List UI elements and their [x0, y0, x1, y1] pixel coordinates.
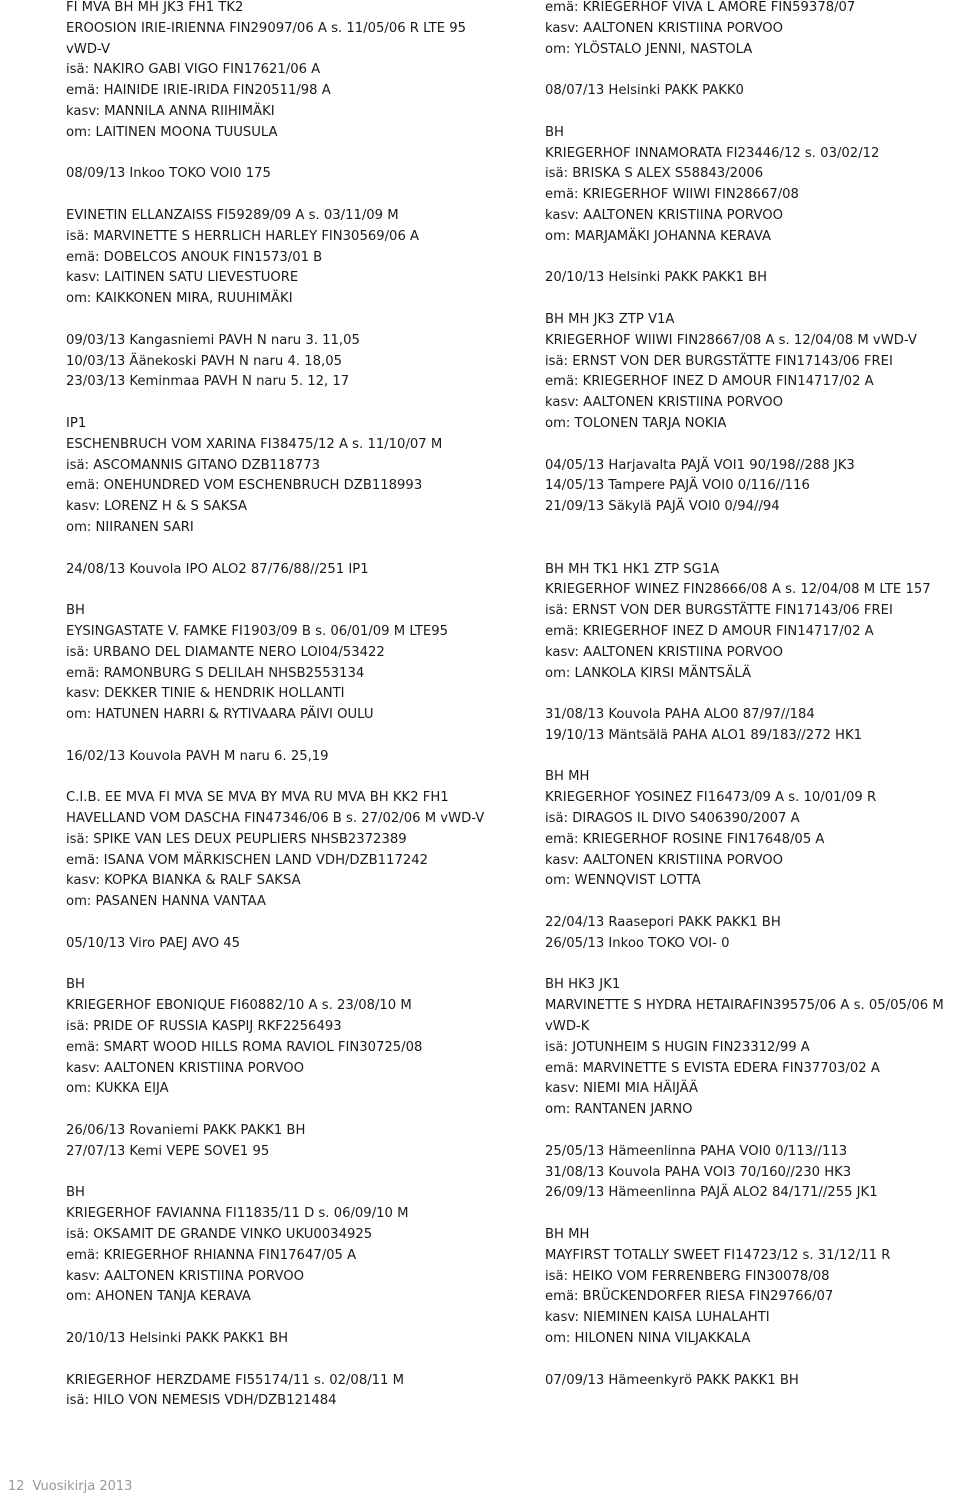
text-line: HAVELLAND VOM DASCHA FIN47346/06 B s. 27/02/06 M vWD-V	[66, 811, 485, 827]
text-line: MARVINETTE S HYDRA HETAIRAFIN39575/06 A s. 05/05/06 M	[545, 998, 944, 1014]
text-line: 24/08/13 Kouvola IPO ALO2 87/76/88//251 IP1	[66, 561, 369, 577]
text-line: isä: HEIKO VOM FERRENBERG FIN30078/08	[545, 1268, 830, 1284]
text-line: isä: SPIKE VAN LES DEUX PEUPLIERS NHSB2372389	[66, 831, 407, 847]
text-line: emä: SMART WOOD HILLS ROMA RAVIOL FIN30725/08	[66, 1039, 423, 1055]
text-line: kasv: AALTONEN KRISTIINA PORVOO	[545, 395, 784, 411]
text-line: isä: JOTUNHEIM S HUGIN FIN23312/99 A	[545, 1039, 810, 1055]
blank-line	[66, 1308, 536, 1329]
text-line: kasv: AALTONEN KRISTIINA PORVOO	[545, 644, 784, 660]
blank-line	[545, 60, 960, 81]
blank-line	[66, 726, 536, 747]
blank-line	[545, 102, 960, 123]
text-line: KRIEGERHOF EBONIQUE FI60882/10 A s. 23/08/10 M	[66, 998, 412, 1014]
blank-line	[545, 289, 960, 310]
text-line: 10/03/13 Äänekoski PAVH N naru 4. 18,05	[66, 353, 343, 369]
text-line: kasv: MANNILA ANNA RIIHIMÄKI	[66, 103, 275, 119]
blank-line	[545, 955, 960, 976]
text-line: om: TOLONEN TARJA NOKIA	[545, 415, 727, 431]
blank-line	[66, 767, 536, 788]
blank-line	[66, 185, 536, 206]
text-line: emä: ONEHUNDRED VOM ESCHENBRUCH DZB118993	[66, 478, 423, 494]
text-line: EROOSION IRIE-IRIENNA FIN29097/06 A s. 11/05/06 R LTE 95	[66, 20, 467, 36]
blank-line	[545, 1204, 960, 1225]
text-line: kasv: AALTONEN KRISTIINA PORVOO	[545, 207, 784, 223]
text-line: kasv: AALTONEN KRISTIINA PORVOO	[545, 852, 784, 868]
text-line: om: LANKOLA KIRSI MÄNTSÄLÄ	[545, 665, 752, 681]
text-line: BH MH JK3 ZTP V1A	[545, 311, 675, 327]
text-line: om: HATUNEN HARRI & RYTIVAARA PÄIVI OULU	[66, 707, 374, 723]
text-line: om: AHONEN TANJA KERAVA	[66, 1289, 251, 1305]
text-line: 09/03/13 Kangasniemi PAVH N naru 3. 11,05	[66, 332, 360, 348]
text-line: emä: MARVINETTE S EVISTA EDERA FIN37703/02 A	[545, 1060, 880, 1076]
text-line: isä: NAKIRO GABI VIGO FIN17621/06 A	[66, 62, 321, 78]
text-line: 31/08/13 Kouvola PAHA VOI3 70/160//230 HK3	[545, 1164, 852, 1180]
blank-line	[66, 913, 536, 934]
blank-line	[66, 1100, 536, 1121]
text-line: 25/05/13 Hämeenlinna PAHA VOI0 0/113//113	[545, 1143, 848, 1159]
yearbook-title: Vuosikirja 2013	[32, 1479, 133, 1494]
text-line: BH MH	[545, 1227, 590, 1243]
text-line: emä: BRÜCKENDORFER RIESA FIN29766/07	[545, 1289, 834, 1305]
blank-line	[66, 1350, 536, 1371]
text-line: kasv: LORENZ H & S SAKSA	[66, 499, 247, 515]
text-line: kasv: AALTONEN KRISTIINA PORVOO	[66, 1268, 305, 1284]
text-line: isä: ASCOMANNIS GITANO DZB118773	[66, 457, 320, 473]
text-line: isä: URBANO DEL DIAMANTE NERO LOI04/53422	[66, 644, 385, 660]
blank-line	[66, 1163, 536, 1184]
text-line: 26/05/13 Inkoo TOKO VOI- 0	[545, 935, 730, 951]
text-line: KRIEGERHOF YOSINEZ FI16473/09 A s. 10/01/09 R	[545, 790, 877, 806]
text-line: isä: DIRAGOS IL DIVO S406390/2007 A	[545, 811, 800, 827]
text-line: BH	[545, 124, 564, 140]
blank-line	[66, 580, 536, 601]
text-line: om: WENNQVIST LOTTA	[545, 873, 701, 889]
text-line: IP1	[66, 415, 87, 431]
blank-line	[66, 955, 536, 976]
text-line: om: YLÖSTALO JENNI, NASTOLA	[545, 41, 753, 57]
text-line: kasv: DEKKER TINIE & HENDRIK HOLLANTI	[66, 686, 345, 702]
text-line: vWD-V	[66, 41, 111, 57]
text-line: EYSINGASTATE V. FAMKE FI1903/09 B s. 06/01/09 M LTE95	[66, 623, 449, 639]
text-line: 23/03/13 Keminmaa PAVH N naru 5. 12, 17	[66, 374, 350, 390]
right-column	[545, 0, 960, 1391]
blank-line	[545, 1350, 960, 1371]
text-line: 31/08/13 Kouvola PAHA ALO0 87/97//184	[545, 707, 815, 723]
text-line: emä: KRIEGERHOF ROSINE FIN17648/05 A	[545, 831, 825, 847]
text-line: FI MVA BH MH JK3 FH1 TK2	[66, 0, 244, 15]
blank-line	[545, 892, 960, 913]
text-line: KRIEGERHOF HERZDAME FI55174/11 s. 02/08/11 M	[66, 1372, 405, 1388]
text-line: MAYFIRST TOTALLY SWEET FI14723/12 s. 31/12/11 R	[545, 1247, 891, 1263]
text-line: 21/09/13 Säkylä PAJÄ VOI0 0/94//94	[545, 499, 780, 515]
text-line: KRIEGERHOF FAVIANNA FI11835/11 D s. 06/09/10 M	[66, 1206, 409, 1222]
text-line: emä: KRIEGERHOF WIIWI FIN28667/08	[545, 187, 799, 203]
text-line: isä: ERNST VON DER BURGSTÄTTE FIN17143/06 FREI	[545, 353, 893, 369]
text-line: om: KAIKKONEN MIRA, RUUHIMÄKI	[66, 291, 293, 307]
text-line: KRIEGERHOF INNAMORATA FI23446/12 s. 03/02/12	[545, 145, 880, 161]
text-line: emä: DOBELCOS ANOUK FIN1573/01 B	[66, 249, 323, 265]
text-line: isä: BRISKA S ALEX S58843/2006	[545, 166, 764, 182]
text-line: om: NIIRANEN SARI	[66, 519, 194, 535]
blank-line	[66, 393, 536, 414]
blank-line	[545, 684, 960, 705]
text-line: 19/10/13 Mäntsälä PAHA ALO1 89/183//272 HK1	[545, 727, 863, 743]
text-line: kasv: LAITINEN SATU LIEVESTUORE	[66, 270, 299, 286]
text-line: 14/05/13 Tampere PAJÄ VOI0 0/116//116	[545, 478, 810, 494]
blank-line	[545, 435, 960, 456]
text-line: emä: KRIEGERHOF RHIANNA FIN17647/05 A	[66, 1247, 357, 1263]
page-number: 12	[8, 1479, 25, 1494]
text-line: emä: RAMONBURG S DELILAH NHSB2553134	[66, 665, 365, 681]
text-line: EVINETIN ELLANZAISS FI59289/09 A s. 03/11/09 M	[66, 207, 399, 223]
text-line: BH	[66, 603, 85, 619]
text-line: om: HILONEN NINA VILJAKKALA	[545, 1331, 751, 1346]
text-line: KRIEGERHOF WIIWI FIN28667/08 A s. 12/04/08 M vWD-V	[545, 332, 917, 348]
text-line: om: RANTANEN JARNO	[545, 1102, 693, 1118]
text-line: BH MH TK1 HK1 ZTP SG1A	[545, 561, 720, 577]
text-line: C.I.B. EE MVA FI MVA SE MVA BY MVA RU MVA BH KK2 FH1	[66, 790, 449, 806]
text-line: om: KUKKA EIJA	[66, 1081, 169, 1097]
text-line: 04/05/13 Harjavalta PAJÄ VOI1 90/198//288 JK3	[545, 457, 855, 473]
text-line: ESCHENBRUCH VOM XARINA FI38475/12 A s. 11/10/07 M	[66, 436, 443, 452]
text-line: KRIEGERHOF WINEZ FIN28666/08 A s. 12/04/08 M LTE 157	[545, 582, 931, 598]
text-line: BH MH	[545, 769, 590, 785]
text-line: 07/09/13 Hämeenkyrö PAKK PAKK1 BH	[545, 1372, 799, 1388]
text-line: 08/07/13 Helsinki PAKK PAKK0	[545, 83, 744, 99]
text-line: 08/09/13 Inkoo TOKO VOI0 175	[66, 166, 271, 182]
text-line: emä: KRIEGERHOF VIVA L AMORE FIN59378/07	[545, 0, 856, 15]
text-line: emä: ISANA VOM MÄRKISCHEN LAND VDH/DZB117242	[66, 852, 428, 868]
text-line: kasv: NIEMI MIA HÄIJÄÄ	[545, 1081, 698, 1097]
blank-line	[545, 539, 960, 560]
text-line: 20/10/13 Helsinki PAKK PAKK1 BH	[66, 1331, 289, 1346]
text-line: kasv: NIEMINEN KAISA LUHALAHTI	[545, 1310, 770, 1326]
text-line: 20/10/13 Helsinki PAKK PAKK1 BH	[545, 270, 768, 286]
text-line: 22/04/13 Raasepori PAKK PAKK1 BH	[545, 915, 781, 931]
text-line: BH	[66, 977, 85, 993]
text-line: BH	[66, 1185, 85, 1201]
text-line: isä: ERNST VON DER BURGSTÄTTE FIN17143/06 FREI	[545, 603, 893, 619]
left-column	[66, 0, 536, 1412]
text-line: emä: KRIEGERHOF INEZ D AMOUR FIN14717/02 A	[545, 623, 874, 639]
text-line: kasv: KOPKA BIANKA & RALF SAKSA	[66, 873, 301, 889]
text-line: emä: KRIEGERHOF INEZ D AMOUR FIN14717/02 A	[545, 374, 874, 390]
text-line: om: PASANEN HANNA VANTAA	[66, 894, 266, 910]
text-line: vWD-K	[545, 1019, 590, 1035]
text-line: 26/09/13 Hämeenlinna PAJÄ ALO2 84/171//255 JK1	[545, 1185, 878, 1201]
blank-line	[66, 144, 536, 165]
blank-line	[545, 1121, 960, 1142]
text-line: isä: PRIDE OF RUSSIA KASPIJ RKF2256493	[66, 1019, 342, 1035]
text-line: om: MARJAMÄKI JOHANNA KERAVA	[545, 228, 772, 244]
text-line: 26/06/13 Rovaniemi PAKK PAKK1 BH	[66, 1123, 306, 1139]
text-line: emä: HAINIDE IRIE-IRIDA FIN20511/98 A	[66, 83, 331, 99]
text-line: isä: MARVINETTE S HERRLICH HARLEY FIN30569/06 A	[66, 228, 420, 244]
text-line: kasv: AALTONEN KRISTIINA PORVOO	[545, 20, 784, 36]
page-footer	[8, 1479, 132, 1495]
blank-line	[66, 539, 536, 560]
blank-line	[545, 248, 960, 269]
text-line: 16/02/13 Kouvola PAVH M naru 6. 25,19	[66, 748, 329, 764]
text-line: kasv: AALTONEN KRISTIINA PORVOO	[66, 1060, 305, 1076]
blank-line	[545, 747, 960, 768]
blank-line	[66, 310, 536, 331]
text-line: isä: HILO VON NEMESIS VDH/DZB121484	[66, 1393, 337, 1409]
blank-line	[545, 518, 960, 539]
text-line: BH HK3 JK1	[545, 977, 621, 993]
text-line: isä: OKSAMIT DE GRANDE VINKO UKU0034925	[66, 1227, 373, 1243]
text-line: 05/10/13 Viro PAEJ AVO 45	[66, 935, 241, 951]
text-line: om: LAITINEN MOONA TUUSULA	[66, 124, 278, 140]
text-line: 27/07/13 Kemi VEPE SOVE1 95	[66, 1143, 270, 1159]
